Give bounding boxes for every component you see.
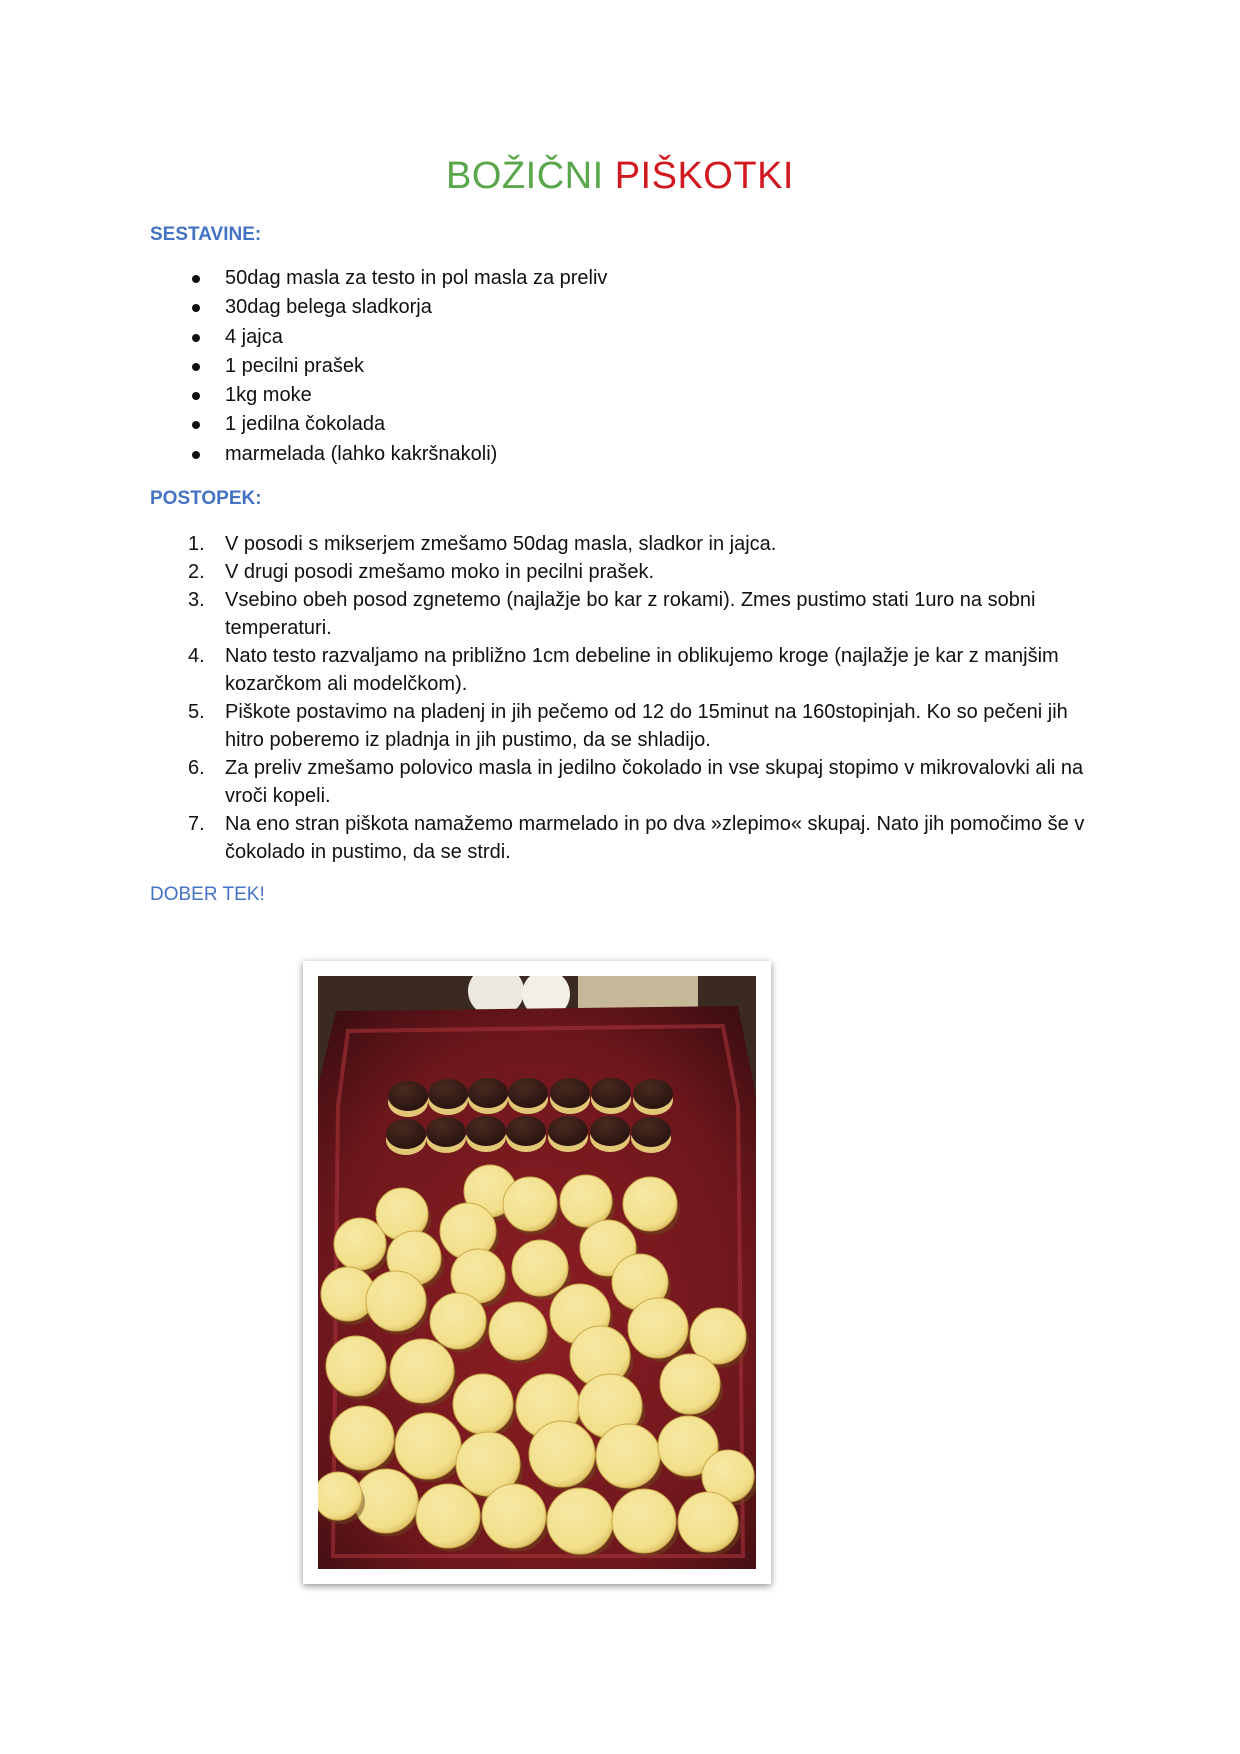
cookie (628, 1298, 688, 1358)
chocolate-cookie-top (591, 1078, 631, 1108)
cookie (623, 1177, 677, 1231)
procedure-step (150, 810, 1090, 866)
cookie (430, 1293, 486, 1349)
chocolate-cookie-top (590, 1116, 630, 1146)
cookies-photo (303, 961, 771, 1584)
chocolate-cookie-top (428, 1079, 468, 1109)
ingredient-text: marmelada (lahko kakršnakoli) (225, 442, 498, 465)
ingredient-item (150, 381, 1110, 410)
ingredient-text: 1 jedilna čokolada (225, 413, 386, 436)
step-text: Za preliv zmešamo polovico masla in jedilno čokolado in vse skupaj stopimo v mikrovalovki ali na vroči kopeli. (225, 757, 1084, 807)
cookie (326, 1336, 386, 1396)
ingredient-text: 1 pecilni prašek (225, 354, 364, 377)
step-text: V drugi posodi zmešamo moko in pecilni prašek. (225, 561, 655, 583)
cookie (612, 1489, 676, 1553)
chocolate-cookie-top (386, 1119, 426, 1149)
chocolate-cookie-top (633, 1079, 673, 1109)
procedure-step (150, 530, 1090, 558)
step-text: Na eno stran piškota namažemo marmelado in po dva »zlepimo« skupaj. Nato jih pomočimo še v čokolado in pustimo, da se strdi. (225, 813, 1085, 863)
title-word-piskotki: PIŠKOTKI (614, 155, 794, 197)
step-number: 4. (188, 645, 205, 667)
bullet-icon (192, 451, 200, 459)
bullet-icon (192, 392, 200, 400)
cookie (503, 1177, 557, 1231)
cookie (482, 1484, 546, 1548)
chocolate-cookie-top (466, 1116, 506, 1146)
cookie (453, 1374, 513, 1434)
cookie (390, 1339, 454, 1403)
ingredient-text: 30dag belega sladkorja (225, 296, 432, 319)
cookie (334, 1218, 386, 1270)
procedure-heading: POSTOPEK: (150, 488, 262, 509)
bullet-icon (192, 421, 200, 429)
chocolate-cookie-top (550, 1078, 590, 1108)
ingredients-list (150, 264, 1110, 469)
ingredient-text: 4 jajca (225, 325, 283, 348)
procedure-step (150, 558, 1090, 586)
step-number: 1. (188, 533, 205, 555)
cookie (395, 1413, 461, 1479)
bullet-icon (192, 304, 200, 312)
ingredient-item (150, 264, 1110, 293)
ingredient-text: 1kg moke (225, 384, 312, 407)
page-title (0, 155, 1240, 198)
cookie (678, 1492, 738, 1552)
procedure-step (150, 642, 1090, 698)
closing-text: DOBER TEK! (150, 884, 265, 905)
cookies-on-tray-image (318, 976, 756, 1569)
chocolate-cookie-top (631, 1117, 671, 1147)
step-number: 2. (188, 561, 205, 583)
ingredient-item (150, 352, 1110, 381)
chocolate-cookie-top (506, 1116, 546, 1146)
step-text: Piškote postavimo na pladenj in jih pečemo od 12 do 15minut na 160stopinjah. Ko so pečeni jih hitro poberemo iz pladnja in jih pustimo, da se shladijo. (225, 701, 1068, 751)
cookie (330, 1406, 394, 1470)
procedure-step (150, 754, 1090, 810)
cookie (512, 1240, 568, 1296)
ingredient-item (150, 440, 1110, 469)
step-number: 5. (188, 701, 205, 723)
ingredient-item (150, 323, 1110, 352)
procedure-step (150, 698, 1090, 754)
step-text: Vsebino obeh posod zgnetemo (najlažje bo kar z rokami). Zmes pustimo stati 1uro na sobni temperaturi. (225, 589, 1036, 639)
cookie (560, 1175, 612, 1227)
bullet-icon (192, 334, 200, 342)
cookie (489, 1302, 547, 1360)
procedure-step (150, 586, 1090, 642)
cookie (547, 1488, 613, 1554)
cookie (318, 1472, 362, 1520)
step-number: 6. (188, 757, 205, 779)
chocolate-cookie-top (508, 1078, 548, 1108)
bullet-icon (192, 275, 200, 283)
ingredient-item (150, 293, 1110, 322)
cookie (529, 1421, 595, 1487)
chocolate-cookie-top (426, 1117, 466, 1147)
procedure-steps-list (150, 530, 1090, 866)
step-number: 7. (188, 813, 205, 835)
ingredients-heading: SESTAVINE: (150, 224, 262, 245)
cookie (366, 1271, 426, 1331)
ingredient-item (150, 410, 1110, 439)
chocolate-cookie-top (548, 1116, 588, 1146)
step-text: Nato testo razvaljamo na približno 1cm debeline in oblikujemo kroge (najlažje je kar z manjšim kozarčkom ali modelčkom). (225, 645, 1059, 695)
bullet-icon (192, 363, 200, 371)
cookie (416, 1484, 480, 1548)
ingredient-text: 50dag masla za testo in pol masla za preliv (225, 267, 608, 289)
cookie (596, 1424, 660, 1488)
title-word-bozicni: BOŽIČNI (446, 155, 604, 197)
step-number: 3. (188, 589, 205, 611)
step-text: V posodi s mikserjem zmešamo 50dag masla, sladkor in jajca. (225, 533, 777, 555)
cookie (660, 1354, 720, 1414)
chocolate-cookie-top (468, 1078, 508, 1108)
chocolate-cookie-top (388, 1081, 428, 1111)
